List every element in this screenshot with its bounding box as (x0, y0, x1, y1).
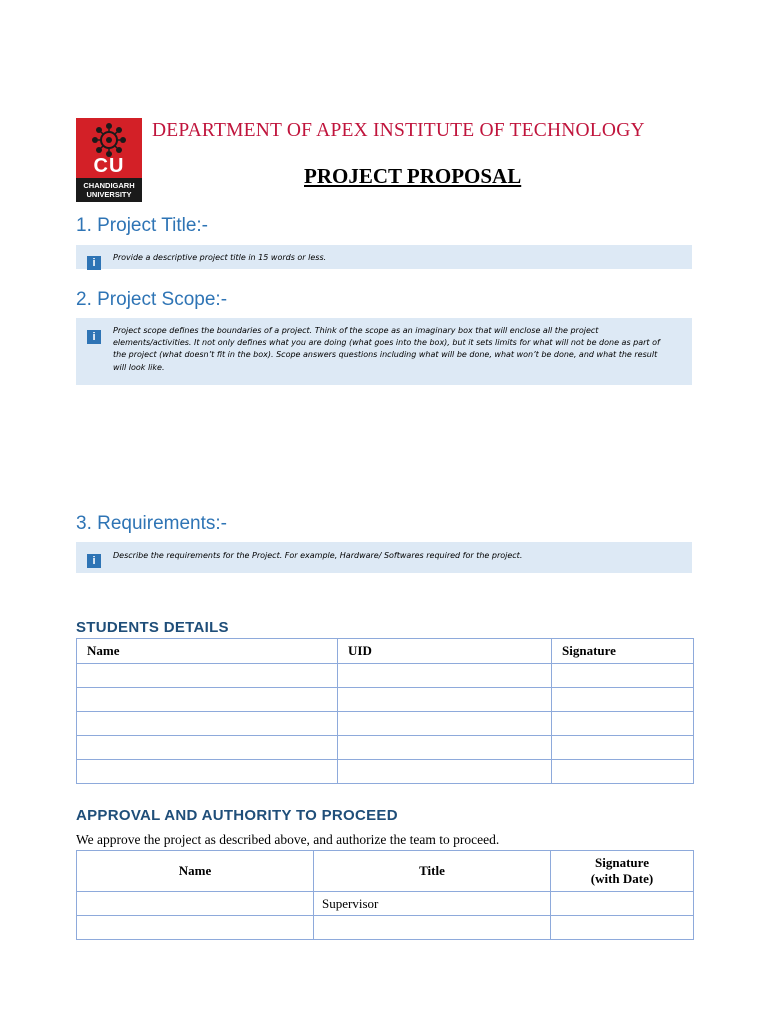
table-row (77, 664, 694, 688)
signature-sublabel: (with Date) (590, 871, 654, 886)
approver-title-cell[interactable]: Supervisor (314, 892, 551, 916)
student-uid-cell[interactable] (338, 664, 552, 688)
student-signature-cell[interactable] (552, 760, 694, 784)
students-details-heading: STUDENTS DETAILS (76, 619, 229, 636)
column-header-title: Title (314, 851, 551, 892)
students-table (76, 638, 694, 784)
department-title: DEPARTMENT OF APEX INSTITUTE OF TECHNOLOGY (152, 120, 645, 141)
student-uid-cell[interactable] (338, 736, 552, 760)
approval-statement: We approve the project as described above, and authorize the team to proceed. (76, 832, 500, 847)
student-name-cell[interactable] (77, 688, 338, 712)
table-row (77, 688, 694, 712)
student-name-cell[interactable] (77, 736, 338, 760)
approver-name-cell[interactable] (77, 916, 314, 940)
student-signature-cell[interactable] (552, 712, 694, 736)
student-name-cell[interactable] (77, 760, 338, 784)
signature-label: Signature (595, 855, 649, 870)
logo-cu-text: CU (93, 155, 125, 177)
column-header-name: Name (77, 851, 314, 892)
logo-subtext-line2: UNIVERSITY (86, 190, 132, 199)
info-icon: i (87, 554, 101, 568)
table-header-row (77, 639, 694, 664)
table-row (77, 892, 694, 916)
column-header-signature: Signature (552, 639, 694, 664)
table-row (77, 736, 694, 760)
university-emblem-icon (82, 122, 136, 158)
page-title: PROJECT PROPOSAL (304, 164, 522, 188)
logo-subtext-line1: CHANDIGARH (83, 181, 135, 190)
approval-table (76, 850, 694, 940)
info-icon: i (87, 330, 101, 344)
approver-signature-cell[interactable] (551, 916, 694, 940)
table-row (77, 760, 694, 784)
approval-heading: APPROVAL AND AUTHORITY TO PROCEED (76, 807, 398, 824)
university-logo (76, 118, 142, 202)
column-header-name: Name (77, 639, 338, 664)
student-uid-cell[interactable] (338, 688, 552, 712)
student-signature-cell[interactable] (552, 688, 694, 712)
project-title-heading: 1. Project Title:- (76, 215, 208, 236)
project-scope-info-text: Project scope defines the boundaries of a project. Think of the scope as an imaginary box that will enclose all the project elements/activities. It not only defines what you are doing (what goes into the box), but it sets limits for what will not be done as part of the project (what doesn’t fit in the box). Scope answers questions including what will be done, what won’t be done, and what the result will look like. (113, 326, 660, 372)
approver-signature-cell[interactable] (551, 892, 694, 916)
project-scope-heading: 2. Project Scope:- (76, 289, 228, 310)
requirements-heading: 3. Requirements:- (76, 513, 228, 534)
column-header-uid: UID (338, 639, 552, 664)
info-icon: i (87, 256, 101, 270)
project-scope-info-box (76, 318, 692, 385)
requirements-info-text: Describe the requirements for the Project. For example, Hardware/ Softwares required for the project. (113, 551, 523, 560)
student-name-cell[interactable] (77, 712, 338, 736)
student-name-cell[interactable] (77, 664, 338, 688)
approver-name-cell[interactable] (77, 892, 314, 916)
project-title-info-text: Provide a descriptive project title in 15 words or less. (113, 253, 327, 262)
logo-university-text (76, 178, 142, 202)
student-uid-cell[interactable] (338, 760, 552, 784)
approver-title-cell[interactable] (314, 916, 551, 940)
student-uid-cell[interactable] (338, 712, 552, 736)
student-signature-cell[interactable] (552, 664, 694, 688)
table-header-row (77, 851, 694, 892)
table-row (77, 916, 694, 940)
student-signature-cell[interactable] (552, 736, 694, 760)
column-header-signature (551, 851, 694, 892)
project-title-info-box (76, 245, 692, 269)
requirements-info-box (76, 542, 692, 573)
table-row (77, 712, 694, 736)
